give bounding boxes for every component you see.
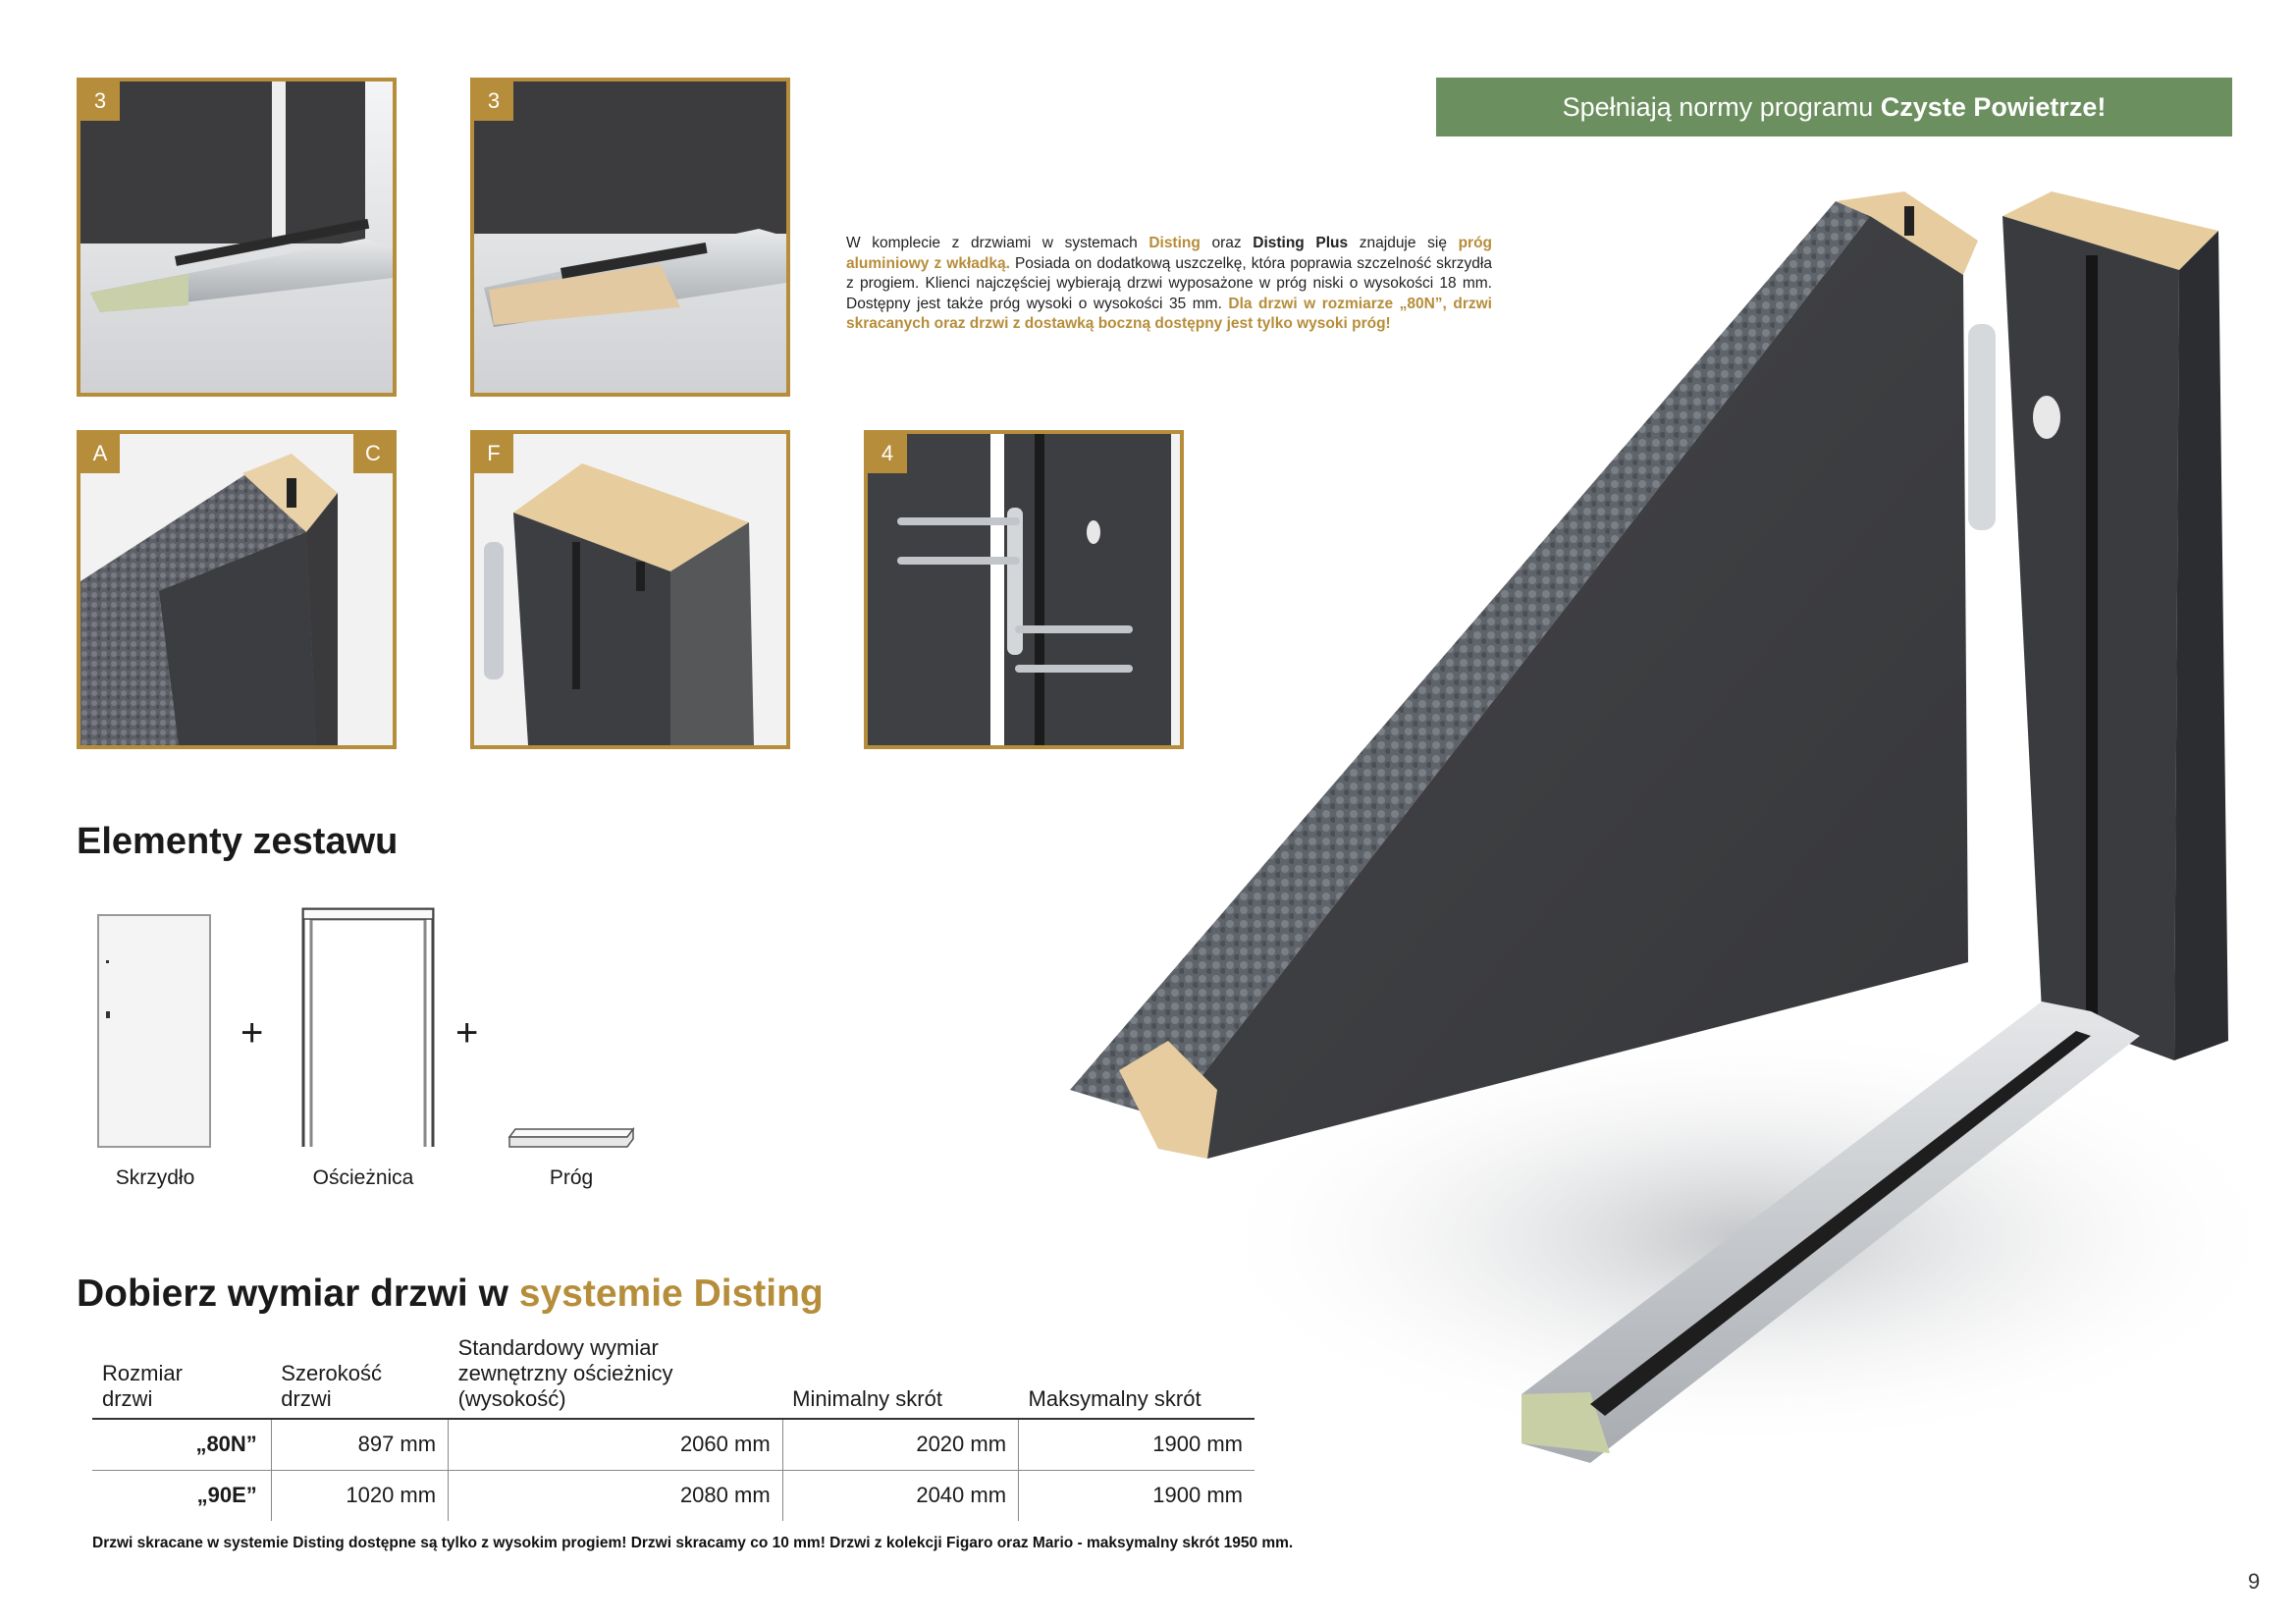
col-header-frame-height: Standardowy wymiar zewnętrzny ościeżnicy (wysokość) [449, 1335, 783, 1419]
table-header-row [92, 1335, 1255, 1419]
intro-threshold-name: próg aluminiowy z wkładką. [846, 235, 1492, 272]
col-header-min-cut: Minimalny skrót [782, 1335, 1018, 1419]
intro-text: oraz [1200, 235, 1254, 251]
thumbnail-threshold-high [470, 78, 790, 397]
cell-frame-height: 2060 mm [449, 1419, 783, 1470]
thumbnail-tag: C [353, 434, 393, 473]
door-leaf-icon [96, 913, 214, 1149]
thumbnail-tag: 3 [474, 81, 513, 121]
cell-size: „90E” [92, 1470, 271, 1521]
col-header-size: Rozmiar drzwi [92, 1335, 271, 1419]
banner-bold-text: Czyste Powietrze! [1880, 92, 2107, 122]
cell-frame-height: 2080 mm [449, 1470, 783, 1521]
thumbnail-tag: 3 [80, 81, 120, 121]
thumbnail-tag: A [80, 434, 120, 473]
plus-sign: + [240, 1011, 264, 1055]
size-table [92, 1335, 1255, 1521]
cell-max-cut: 1900 mm [1019, 1419, 1255, 1470]
kit-caption-leaf: Skrzydło [115, 1166, 195, 1189]
intro-text: Posiada on dodatkową uszczelkę, która poprawia szczelność skrzydła z progiem. Klienci najczęściej wybierają drzwi wyposażone w próg niski o wysokości 18 mm. Dostępny jest także próg wysoki o wysokości 35 mm. [846, 254, 1492, 312]
intro-disting-plus: Disting Plus [1253, 235, 1349, 251]
size-heading-text: Dobierz wymiar drzwi w [77, 1272, 519, 1315]
table-row [92, 1419, 1255, 1470]
cell-min-cut: 2040 mm [782, 1470, 1018, 1521]
threshold-icon [507, 1127, 635, 1149]
banner-text: Spełniają normy programu [1562, 92, 1881, 122]
table-row [92, 1470, 1255, 1521]
plus-sign: + [455, 1011, 479, 1055]
page-number: 9 [2248, 1569, 2261, 1594]
kit-caption-threshold: Próg [549, 1166, 594, 1189]
door-frame-icon [299, 903, 437, 1149]
intro-text: W komplecie z drzwiami w systemach [846, 235, 1149, 251]
thumbnail-threshold-low [77, 78, 397, 397]
kit-caption-frame: Ościeżnica [312, 1166, 414, 1189]
door-cross-section-illustration [1060, 177, 2296, 1522]
col-header-width: Szerokość drzwi [271, 1335, 448, 1419]
cell-size: „80N” [92, 1419, 271, 1470]
intro-text: znajduje się [1348, 235, 1459, 251]
thumbnail-door-section [77, 430, 397, 749]
cell-min-cut: 2020 mm [782, 1419, 1018, 1470]
intro-disting: Disting [1148, 235, 1201, 251]
cell-width: 897 mm [271, 1419, 448, 1470]
thumbnail-frame-section [470, 430, 790, 749]
cell-width: 1020 mm [271, 1470, 448, 1521]
size-heading [77, 1272, 824, 1316]
thumbnail-tag: 4 [868, 434, 907, 473]
cell-max-cut: 1900 mm [1152, 1483, 1243, 1508]
clean-air-banner [1436, 78, 2232, 136]
intro-note: Dla drzwi w rozmiarze „80N”, drzwi skracanych oraz drzwi z dostawką boczną dostępny jest tylko wysoki próg! [846, 295, 1492, 332]
table-footnote: Drzwi skracane w systemie Disting dostępne są tylko z wysokim progiem! Drzwi skracamy co 10 mm! Drzwi z kolekcji Figaro oraz Mario - maksymalny skrót 1950 mm. [92, 1535, 1294, 1551]
thumbnail-tag: F [474, 434, 513, 473]
kit-heading: Elementy zestawu [77, 821, 399, 862]
col-header-max-cut: Maksymalny skrót [1019, 1335, 1255, 1419]
size-heading-highlight: systemie Disting [518, 1272, 824, 1315]
